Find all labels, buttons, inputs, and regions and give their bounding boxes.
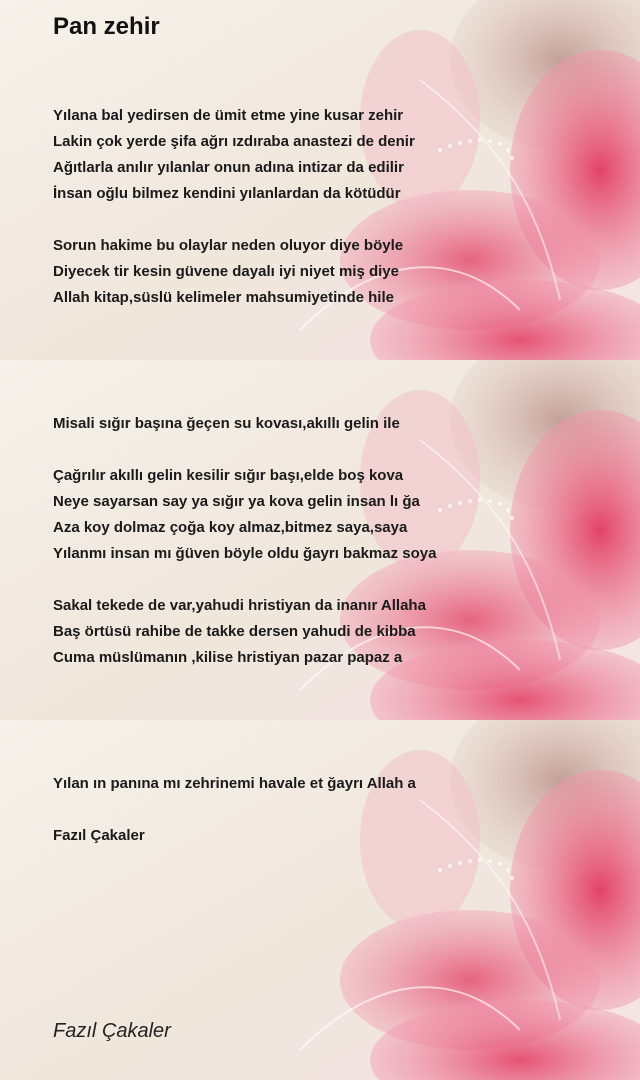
poem-section-2 (53, 411, 436, 671)
stanza-gap (53, 567, 436, 593)
poem-author-line: Fazıl Çakaler (53, 827, 145, 844)
poem-line: Çağrılır akıllı gelin kesilir sığır başı,elde boş kova (53, 467, 404, 484)
poem-line: Sorun hakime bu olaylar neden oluyor diye böyle (53, 237, 404, 254)
poem-line: Aza koy dolmaz çoğa koy almaz,bitmez saya,saya (53, 519, 408, 536)
poem-line: Neye sayarsan say ya sığır ya kova gelin insan lı ğa (53, 493, 420, 510)
poem-line: Misali sığır başına ğeçen su kovası,akıllı gelin ile (53, 415, 400, 432)
stanza-gap (53, 797, 416, 823)
poem-line: Lakin çok yerde şifa ağrı ızdıraba anastezi de denir (53, 133, 415, 150)
poem-line: Yılan ın panına mı zehrinemi havale et ğayrı Allah a (53, 775, 416, 792)
poem-line: Allah kitap,süslü kelimeler mahsumiyetinde hile (53, 289, 394, 306)
poem-line: İnsan oğlu bilmez kendini yılanlardan da kötüdür (53, 185, 401, 202)
poem-line: Yılanmı insan mı ğüven böyle oldu ğayrı bakmaz soya (53, 545, 437, 562)
poem-title: Pan zehir (53, 13, 160, 40)
poem-line: Ağıtlarla anılır yılanlar onun adına intizar da edilir (53, 159, 404, 176)
poem-line: Diyecek tir kesin güvene dayalı iyi niyet miş diye (53, 263, 399, 280)
poem-line: Baş örtüsü rahibe de takke dersen yahudi de kibba (53, 623, 416, 640)
poem-line: Yılana bal yedirsen de ümit etme yine kusar zehir (53, 107, 404, 124)
poem-section-3 (53, 771, 416, 849)
stanza-gap (53, 437, 436, 463)
poem-section-1 (53, 103, 415, 311)
poem-line: Cuma müslümanın ,kilise hristiyan pazar papaz a (53, 649, 403, 666)
poem-line: Sakal tekede de var,yahudi hristiyan da inanır Allaha (53, 597, 426, 614)
author-signature: Fazıl Çakaler (53, 1020, 171, 1042)
stanza-gap (53, 207, 415, 233)
